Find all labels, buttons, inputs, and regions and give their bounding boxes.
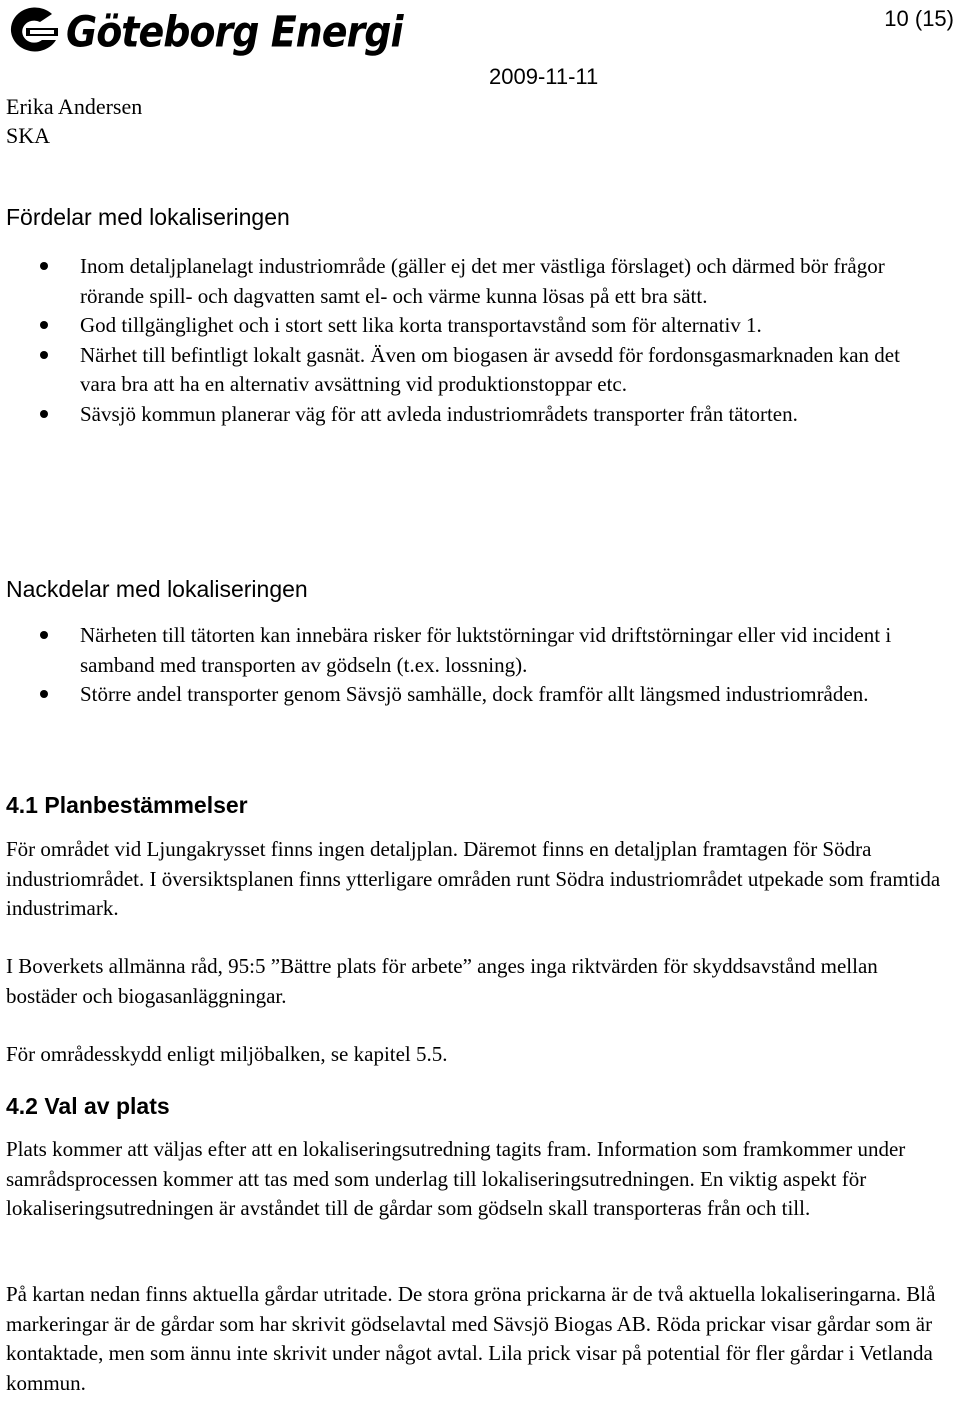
disadvantages-heading: Nackdelar med lokaliseringen	[6, 576, 308, 602]
company-logo	[4, 4, 402, 60]
list-item: Närheten till tätorten kan innebära risker för luktstörningar vid driftstörningar eller vid incident i samband med transporten av gödseln (t.ex. lossning).	[0, 621, 940, 680]
list-item: Större andel transporter genom Sävsjö samhälle, dock framför allt längsmed industriområden.	[0, 680, 940, 710]
site-paragraph: Plats kommer att väljas efter att en lokaliseringsutredning tagits fram. Information som framkommer under samrådsprocessen kommer att tas med som underlag till lokaliseringsutredningen. En viktig aspekt för lokaliseringsutredningen är avståndet till de gårdar som gödseln skall transporteras från och till.	[6, 1137, 906, 1220]
advantages-heading: Fördelar med lokaliseringen	[6, 204, 290, 230]
author-name: Erika Andersen	[6, 94, 143, 119]
list-item: God tillgänglighet och i stort sett lika korta transportavstånd som för alternativ 1.	[0, 311, 940, 341]
author-department: SKA	[6, 123, 51, 148]
list-item: Sävsjö kommun planerar väg för att avleda industriområdets transporter från tätorten.	[0, 400, 940, 430]
author-block	[6, 92, 142, 150]
planning-paragraph: I Boverkets allmänna råd, 95:5 ”Bättre plats för arbete” anges inga riktvärden för skyddsavstånd mellan bostäder och biogasanläggningar.	[6, 954, 878, 1008]
planning-paragraph: För området vid Ljungakrysset finns ingen detaljplan. Däremot finns en detaljplan framtagen för Södra industriområdet. I översiktsplanen finns ytterligare områden runt Södra industriområdet utpekade som framtida industrimark.	[6, 837, 941, 920]
planning-heading: 4.1 Planbestämmelser	[6, 792, 248, 818]
advantages-list	[0, 252, 940, 429]
document-date: 2009-11-11	[489, 64, 599, 89]
goteborg-energi-logo-icon	[4, 4, 64, 60]
list-item: Närhet till befintligt lokalt gasnät. Även om biogasen är avsedd för fordonsgasmarknaden kan det vara bra att ha en alternativ avsättning vid produktionstoppar etc.	[0, 341, 940, 400]
site-paragraph: På kartan nedan finns aktuella gårdar utritade. De stora gröna prickarna är de två aktuella lokaliseringarna. Blå markeringar är de gårdar som har skrivit gödselavtal med Sävsjö Biogas AB. Röda prickar visar gårdar som är kontaktade, men som ännu inte skrivit under något avtal. Lila prick visar på potential för fler gårdar i Vetlanda kommun.	[6, 1282, 936, 1395]
list-item: Inom detaljplanelagt industriområde (gäller ej det mer västliga förslaget) och därmed bör frågor rörande spill- och dagvatten samt el- och värme kunna lösas på ett bra sätt.	[0, 252, 940, 311]
logo-wordmark: Göteborg Energi	[66, 7, 403, 57]
site-heading: 4.2 Val av plats	[6, 1093, 170, 1119]
disadvantages-list	[0, 621, 940, 710]
page-number: 10 (15)	[884, 6, 954, 31]
planning-paragraph: För områdesskydd enligt miljöbalken, se kapitel 5.5.	[6, 1042, 448, 1066]
